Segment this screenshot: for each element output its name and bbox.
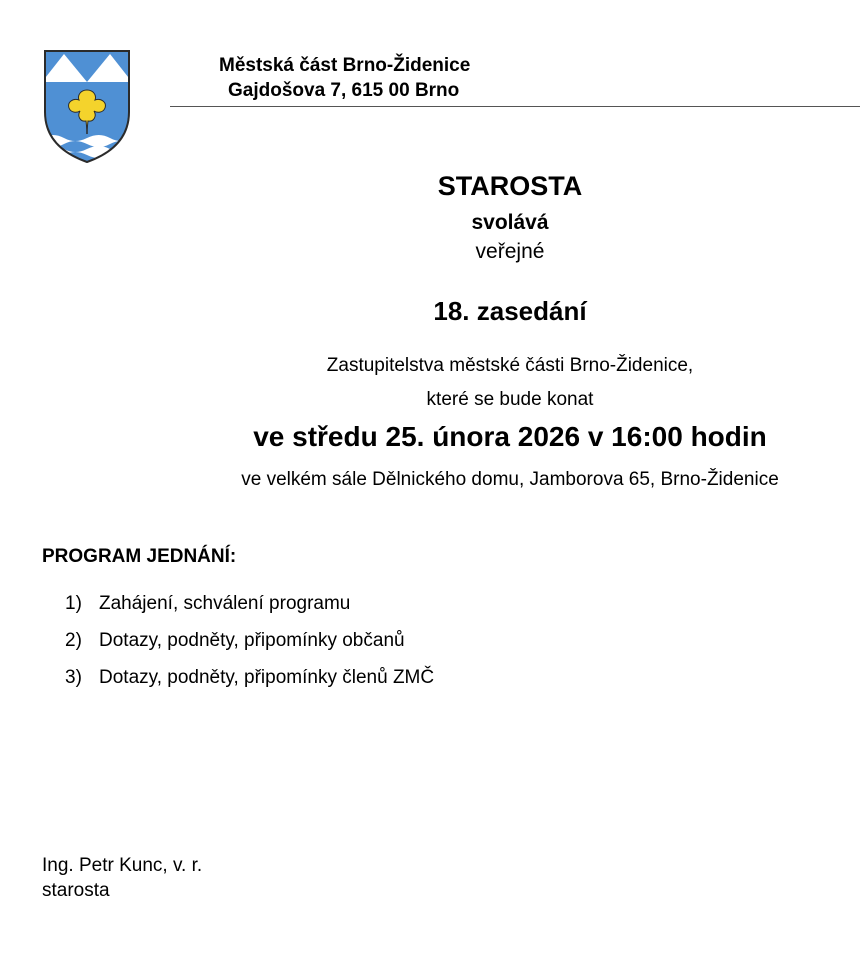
- meeting-date-time: ve středu 25. února 2026 v 16:00 hodin: [253, 421, 767, 452]
- notice-body-line2: které se bude konat: [426, 389, 594, 410]
- notice-verb: svolává: [471, 211, 549, 234]
- program-item-number: 2): [65, 630, 82, 651]
- org-name: Městská část Brno-Židenice: [219, 55, 471, 76]
- notice-body-line1: Zastupitelstva městské části Brno-Židenice,: [326, 355, 694, 376]
- coat-of-arms-icon: [42, 48, 132, 164]
- signature-block: [42, 853, 202, 903]
- notice-title: STAROSTA: [437, 171, 583, 201]
- session-number: 18. zasedání: [433, 296, 587, 326]
- org-header: [219, 53, 470, 103]
- program-list: [65, 593, 434, 704]
- header-divider: [170, 106, 860, 107]
- meeting-venue: ve velkém sále Dělnického domu, Jamborova 65, Brno-Židenice: [241, 469, 779, 490]
- program-item-number: 3): [65, 667, 82, 688]
- program-item: [65, 667, 434, 704]
- org-address: Gajdošova 7, 615 00 Brno: [228, 80, 460, 101]
- notice-adjective: veřejné: [475, 240, 545, 263]
- program-item-text: Dotazy, podněty, připomínky občanů: [99, 630, 405, 651]
- program-item-text: Zahájení, schválení programu: [99, 593, 351, 614]
- signatory-name: Ing. Petr Kunc, v. r.: [42, 855, 203, 876]
- program-item: [65, 630, 434, 667]
- program-heading: PROGRAM JEDNÁNÍ:: [42, 546, 237, 567]
- program-item: [65, 593, 434, 630]
- program-item-number: 1): [65, 593, 82, 614]
- program-item-text: Dotazy, podněty, připomínky členů ZMČ: [99, 667, 435, 688]
- signatory-role: starosta: [42, 880, 110, 901]
